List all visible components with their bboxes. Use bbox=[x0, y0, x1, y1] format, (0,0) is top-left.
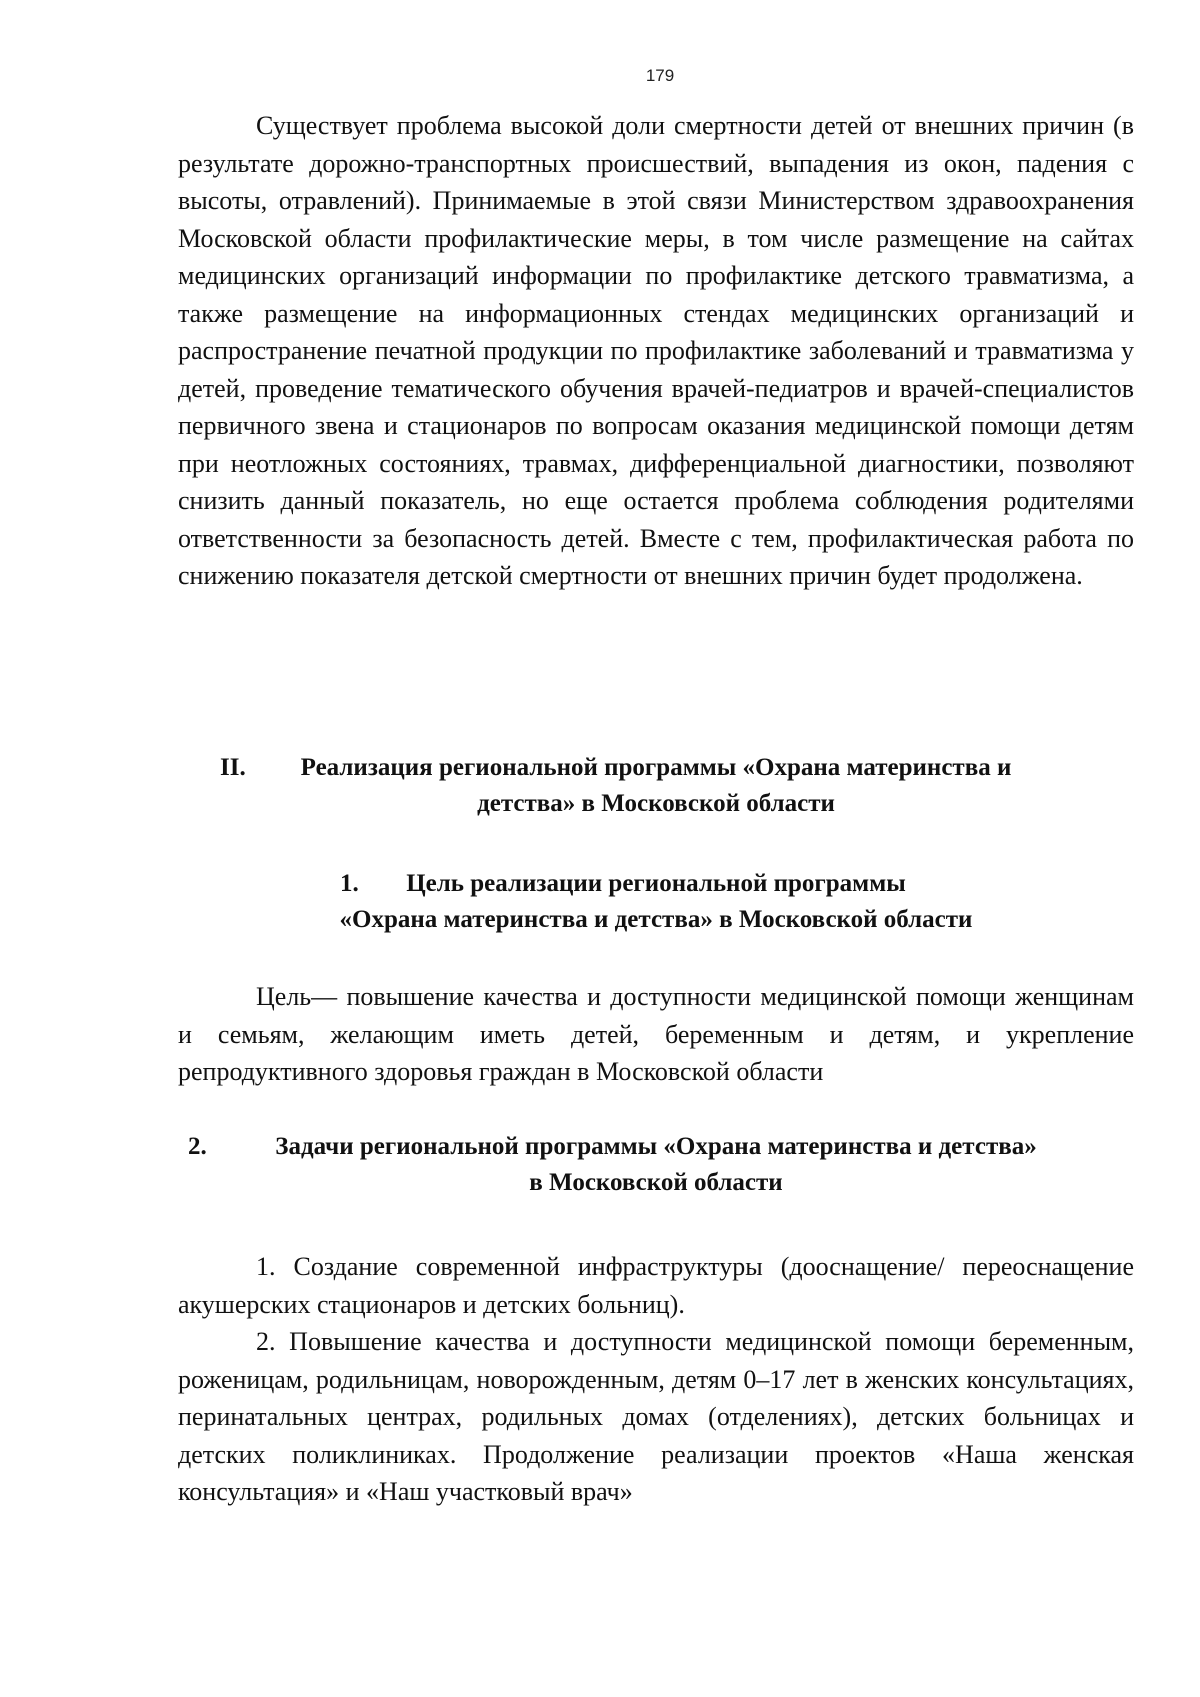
subsection-title-line2: в Московской области bbox=[529, 1169, 783, 1196]
tasks-list bbox=[178, 1248, 1134, 1511]
section-heading-2 bbox=[178, 750, 1134, 822]
goal-paragraph: Цель— повышение качества и доступности медицинской помощи женщинам и семьям, желающим иметь детей, беременным и детям, и укрепление репродуктивного здоровья граждан в Московской области bbox=[178, 982, 1134, 1086]
subsection-title-line1: Задачи региональной программы «Охрана материнства и детства» bbox=[275, 1133, 1037, 1160]
section-title-line1: Реализация региональной программы «Охрана материнства и bbox=[300, 754, 1012, 781]
subsection-heading-goal bbox=[178, 866, 1134, 938]
subsection-number: 1. bbox=[340, 870, 359, 897]
intro-paragraph-block bbox=[178, 107, 1134, 595]
subsection-heading-tasks bbox=[178, 1129, 1134, 1201]
subsection-number: 2. bbox=[188, 1133, 207, 1160]
page-number: 179 bbox=[645, 66, 675, 85]
task-item: 2. Повышение качества и доступности медицинской помощи беременным, роженицам, родильницам, новорожденным, детям 0–17 лет в женских консультациях, перинатальных центрах, родильных домах (отделениях), детских больницах и детских поликлиниках. Продолжение реализации проектов «Наша женская консультация» и «Наш участковый врач» bbox=[178, 1327, 1134, 1506]
goal-paragraph-block bbox=[178, 978, 1134, 1091]
task-item: 1. Создание современной инфраструктуры (дооснащение/ переоснащение акушерских стационаров и детских больниц). bbox=[178, 1252, 1134, 1319]
section-number: II. bbox=[220, 754, 246, 781]
section-title-line2: детства» в Московской области bbox=[477, 790, 835, 817]
intro-paragraph: Существует проблема высокой доли смертности детей от внешних причин (в результате дорожно-транспортных происшествий, выпадения из окон, падения с высоты, отравлений). Принимаемые в этой связи Министерством здравоохранения Московской области профилактические меры, в том числе размещение на сайтах медицинских организаций информации по профилактике детского травматизма, а также размещение на информационных стендах медицинских организаций и распространение печатной продукции по профилактике заболеваний и травматизма у детей, проведение тематического обучения врачей-педиатров и врачей-специалистов первичного звена и стационаров по вопросам оказания медицинской помощи детям при неотложных состояниях, травмах, дифференциальной диагностики, позволяют снизить данный показатель, но еще остается проблема соблюдения родителями ответственности за безопасность детей. Вместе с тем, профилактическая работа по снижению показателя детской смертности от внешних причин будет продолжена. bbox=[178, 111, 1134, 590]
subsection-title-line2: «Охрана материнства и детства» в Московской области bbox=[339, 906, 973, 933]
subsection-title-line1: Цель реализации региональной программы bbox=[406, 870, 906, 897]
